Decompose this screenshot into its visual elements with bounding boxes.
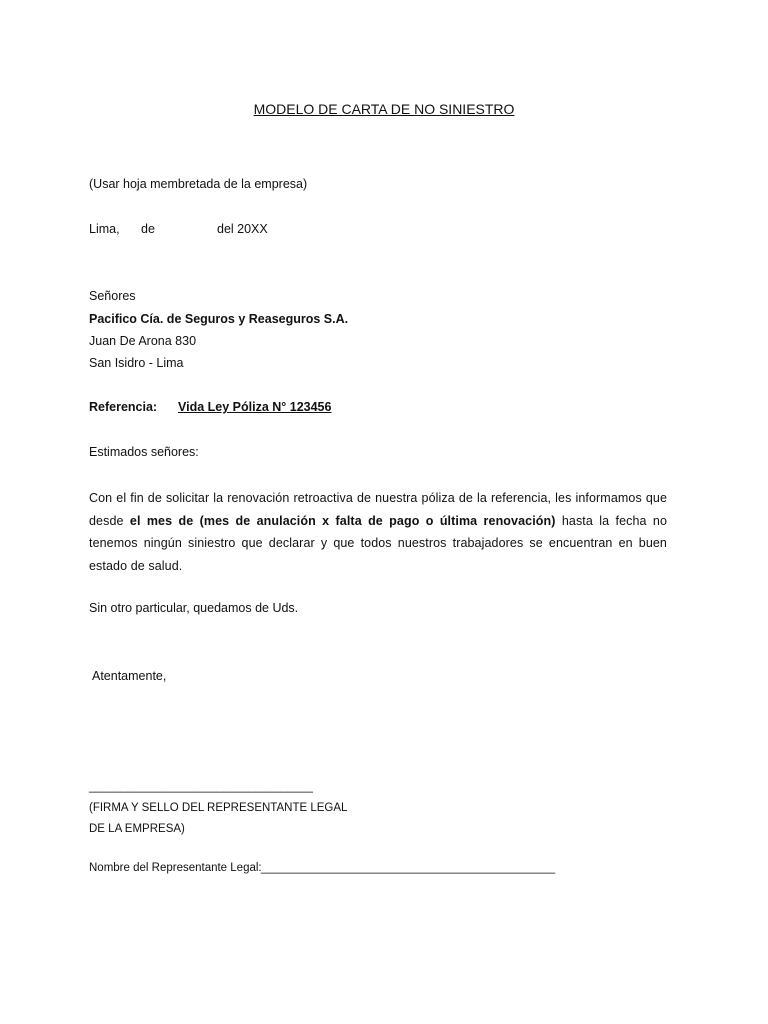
signature-caption-line2: DE LA EMPRESA) xyxy=(89,823,185,835)
rep-name-line: ______________________________________________ xyxy=(261,862,556,874)
document-title: MODELO DE CARTA DE NO SINIESTRO xyxy=(253,101,515,117)
body-paragraph xyxy=(89,487,667,577)
signature-caption-line1: (FIRMA Y SELLO DEL REPRESENTANTE LEGAL xyxy=(89,802,348,814)
body-text-bold: el mes de (mes de anulación x falta de pago o última renovación) xyxy=(129,513,556,528)
sign-off: Atentamente, xyxy=(92,669,167,683)
recipient-salutation: Señores xyxy=(89,289,136,303)
letterhead-instruction: (Usar hoja membretada de la empresa) xyxy=(89,177,308,191)
recipient-address: Juan De Arona 830 xyxy=(89,334,197,348)
greeting: Estimados señores: xyxy=(89,445,199,459)
recipient-company: Pacifico Cía. de Seguros y Reaseguros S.A. xyxy=(89,312,349,326)
closing-line: Sin otro particular, quedamos de Uds. xyxy=(89,601,299,615)
date-city: Lima, xyxy=(89,222,120,236)
recipient-city: San Isidro - Lima xyxy=(89,356,184,370)
date-year: del 20XX xyxy=(217,222,268,236)
body-text-part1: Con el fin de solicitar la renovación retroactiva de nuestra póliza de la referencia, les informamos que desde xyxy=(89,491,667,528)
reference-value: Vida Ley Póliza N° 123456 xyxy=(178,400,332,414)
reference-label: Referencia: xyxy=(89,400,158,414)
body-text-part2: hasta la fecha no tenemos ningún siniestro que declarar y que todos nuestros trabajadores se encuentran en buen estado de salud. xyxy=(89,513,667,573)
rep-name-label: Nombre del Representante Legal: xyxy=(89,862,262,874)
date-de: de xyxy=(141,222,155,236)
signature-line: ___________________________________ xyxy=(89,781,313,793)
